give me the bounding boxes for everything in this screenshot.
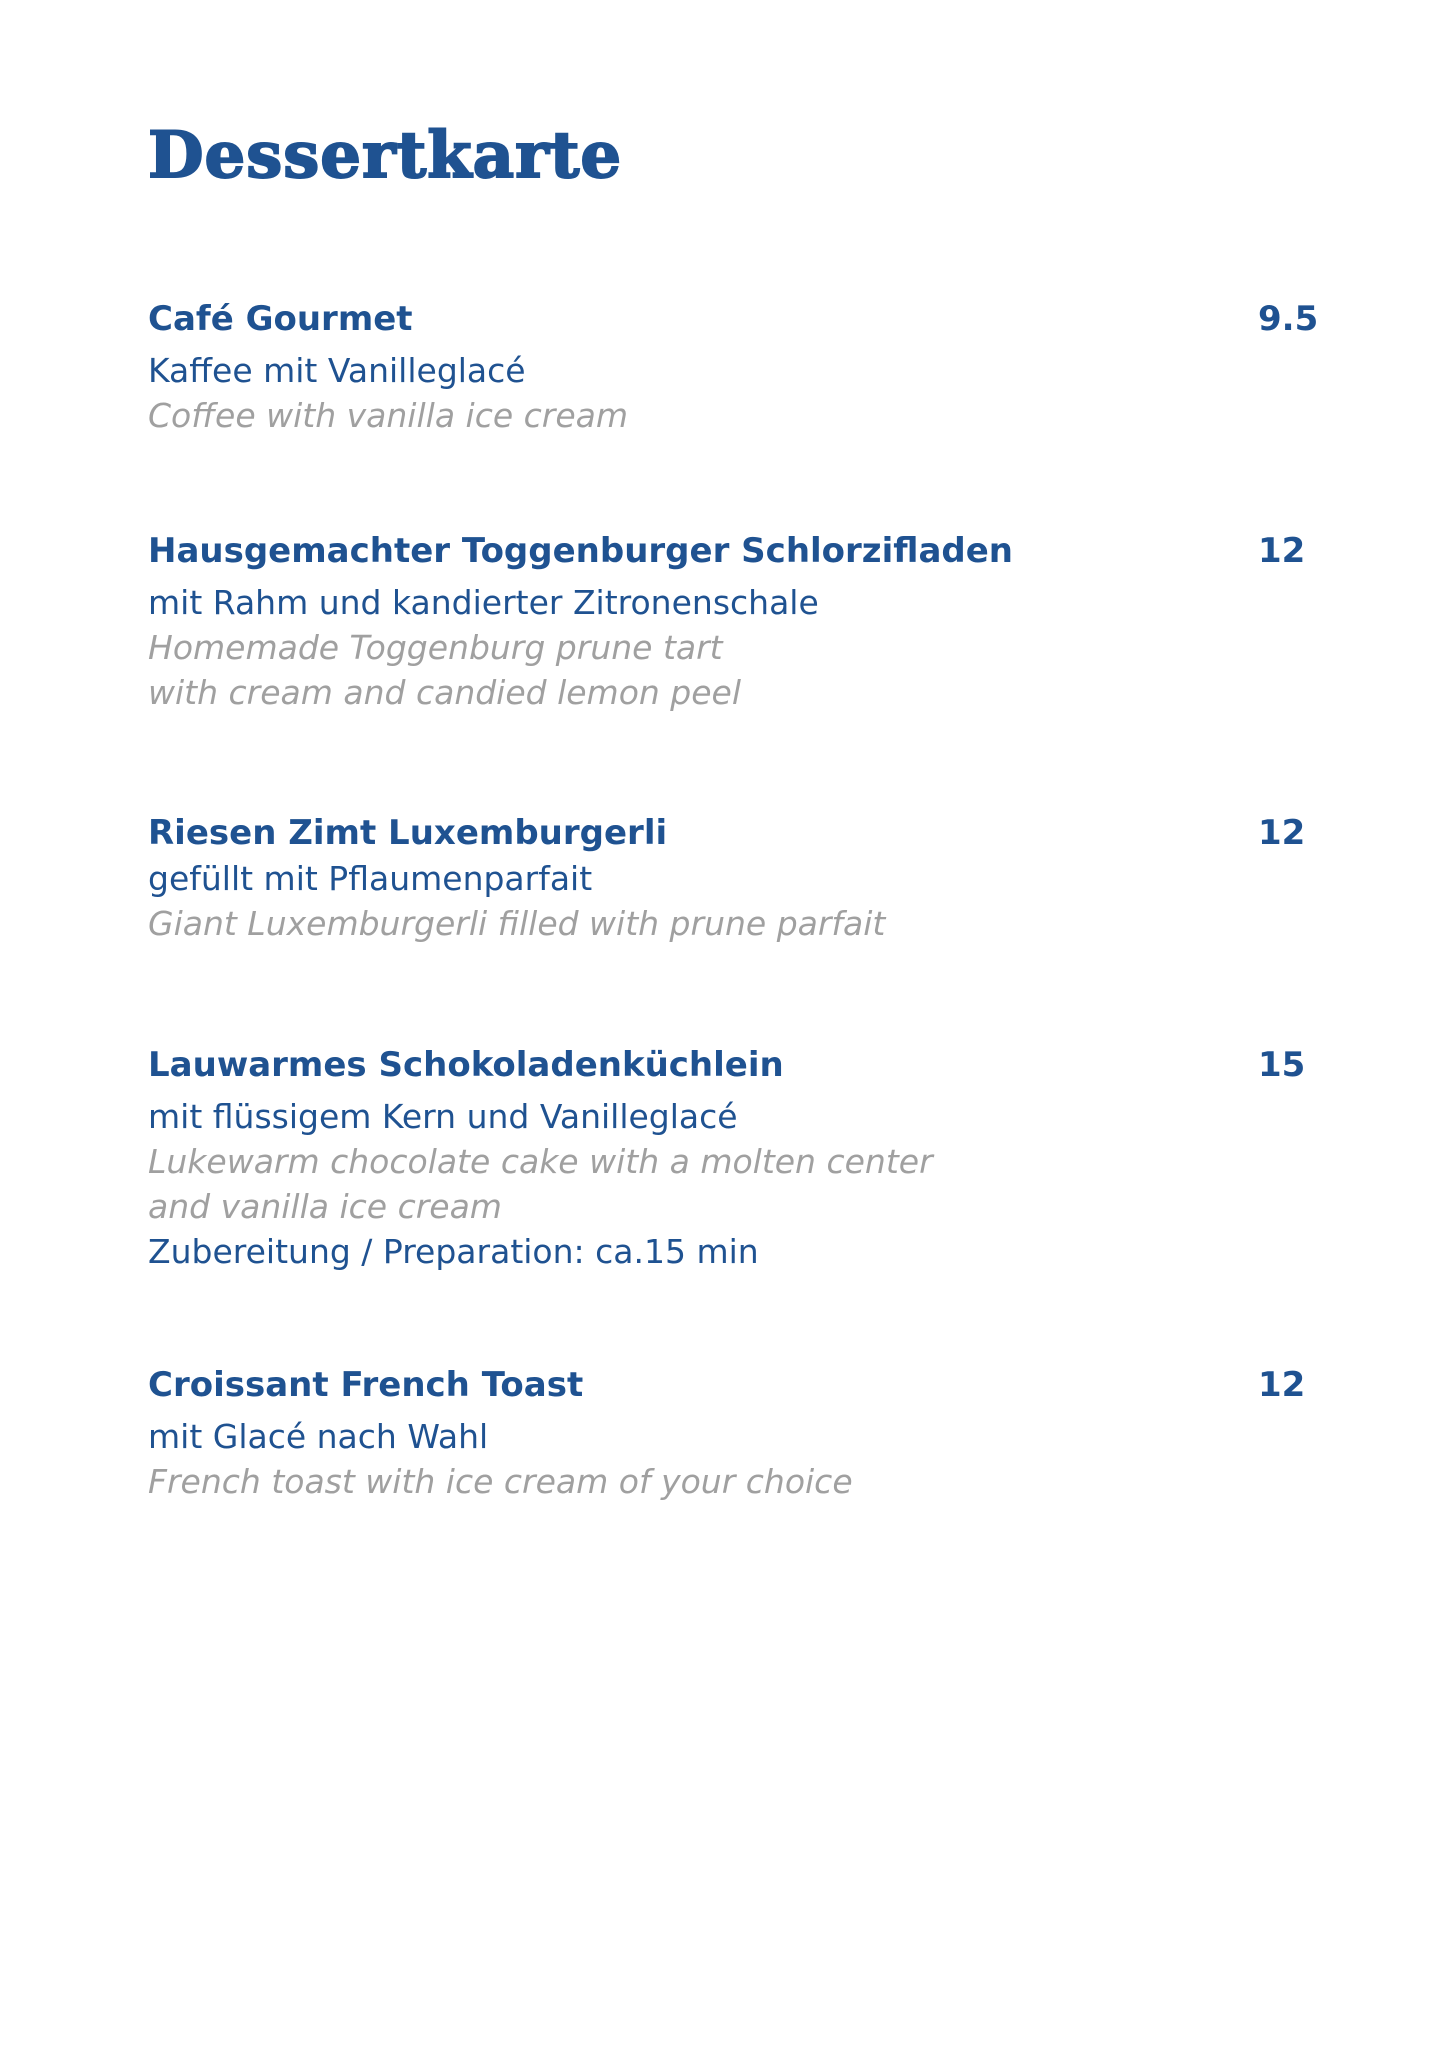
menu-item-description-en: Coffee with vanilla ice cream: [148, 396, 629, 435]
menu-item-price: 9.5: [1258, 299, 1319, 339]
menu-item-cafe-gourmet: [148, 296, 1319, 438]
menu-item-header: [148, 810, 1308, 856]
menu-item-name: Hausgemachter Toggenburger Schlorzifladen: [148, 531, 1013, 571]
menu-item-name: Café Gourmet: [148, 299, 413, 339]
menu-item-header: [148, 1362, 1308, 1408]
menu-item-description-en: with cream and candied lemon peel: [148, 673, 742, 712]
menu-item-description-de: mit Rahm und kandierter Zitronenschale: [148, 583, 819, 622]
menu-item-name: Riesen Zimt Luxemburgerli: [148, 813, 668, 853]
menu-item-luxemburgerli: [148, 810, 1308, 946]
menu-item-description-en: Homemade Toggenburg prune tart: [148, 628, 723, 667]
menu-item-header: [148, 1042, 1308, 1088]
menu-item-description-de: mit flüssigem Kern und Vanilleglacé: [148, 1097, 738, 1136]
menu-item-description-en: French toast with ice cream of your choice: [148, 1462, 853, 1501]
menu-item-price: 12: [1258, 531, 1306, 571]
menu-item-price: 12: [1258, 1365, 1306, 1405]
menu-item-description-en: and vanilla ice cream: [148, 1187, 502, 1226]
menu-item-header: [148, 528, 1308, 574]
menu-item-description-de: gefüllt mit Pflaumenparfait: [148, 859, 593, 898]
menu-item-price: 15: [1258, 1045, 1306, 1085]
menu-item-name: Croissant French Toast: [148, 1365, 584, 1405]
menu-item-name: Lauwarmes Schokoladenküchlein: [148, 1045, 784, 1085]
menu-item-price: 12: [1258, 813, 1306, 853]
menu-item-header: [148, 296, 1319, 342]
menu-item-description-de: mit Glacé nach Wahl: [148, 1417, 489, 1456]
page-title: Dessertkarte: [148, 118, 623, 193]
menu-item-preparation-note: Zubereitung / Preparation: ca.15 min: [148, 1232, 759, 1271]
menu-item-schlorzifladen: [148, 528, 1308, 715]
menu-item-schokoladenkuechlein: [148, 1042, 1308, 1274]
menu-item-description-de: Kaffee mit Vanilleglacé: [148, 351, 526, 390]
menu-item-croissant-french-toast: [148, 1362, 1308, 1504]
menu-item-description-en: Lukewarm chocolate cake with a molten center: [148, 1142, 933, 1181]
menu-item-description-en: Giant Luxemburgerli filled with prune parfait: [148, 904, 886, 943]
